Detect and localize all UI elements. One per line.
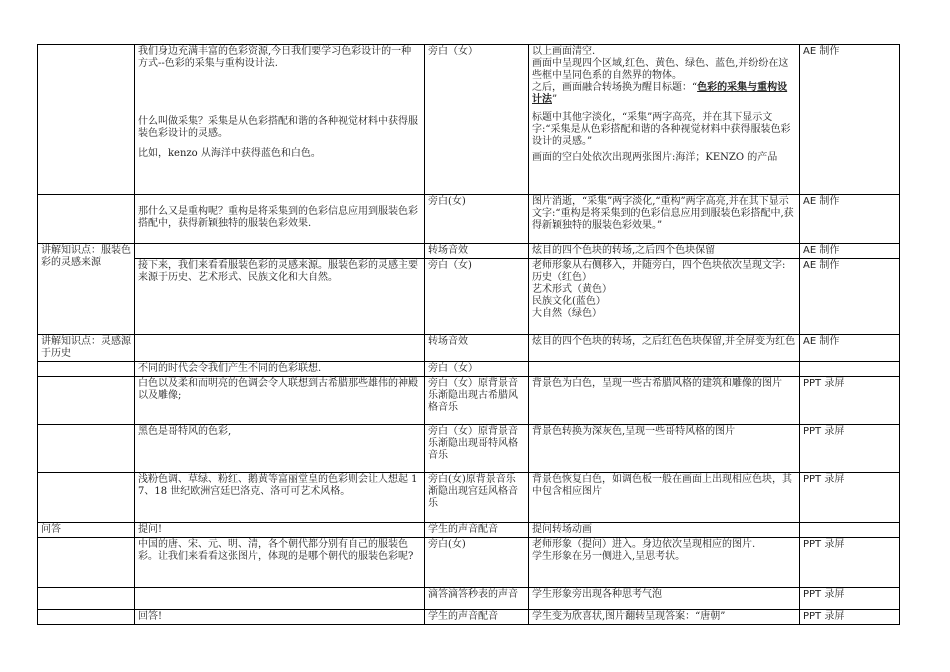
audio-cell (425, 259, 529, 335)
table-row (38, 259, 900, 335)
visual-text: 背景色转换为深灰色,呈现一些哥特风格的图片 (532, 426, 736, 437)
script-text: 不同的时代会令我们产生不同的色彩联想. (138, 363, 322, 374)
visual-cell (529, 45, 800, 195)
table-row (38, 538, 900, 588)
section-cell (38, 377, 135, 425)
audio-text: 旁白（女）原背景音乐渐隐出现古希腊风格音乐 (428, 378, 518, 413)
method-text: AE 制作 (803, 336, 840, 347)
audio-text: 学生的声音配音 (428, 524, 498, 535)
visual-text: 画面中呈现四个区域,红色、黄色、绿色、蓝色,并纷纷在这些框中呈同色系的自然界的物体。 (532, 58, 789, 81)
visual-cell (529, 473, 800, 523)
audio-text: 旁白(女)原背景音乐渐隐出现宫廷风格音乐 (428, 474, 518, 509)
script-cell (135, 377, 425, 425)
script-text: 回答! (138, 611, 163, 622)
visual-text: 艺术形式（黄色） (532, 284, 612, 295)
visual-text (532, 82, 796, 106)
audio-cell (425, 45, 529, 195)
table-row (38, 588, 900, 610)
method-text: PPT 录屏 (803, 378, 845, 389)
audio-cell (425, 523, 529, 538)
table-row (38, 473, 900, 523)
section-cell (38, 244, 135, 335)
method-text: PPT 录屏 (803, 589, 845, 600)
section-cell (38, 195, 135, 244)
visual-text: 标题中其他字淡化，“采集”两字高亮，并在其下显示文字:“采集是从色彩搭配和谐的各种视觉材料中获得服装色彩设计的灵感。” (532, 112, 791, 147)
script-cell (135, 195, 425, 244)
visual-text: 老师形象从右侧移入，并随旁白，四个色块依次呈现文字: (532, 260, 786, 271)
audio-cell (425, 588, 529, 610)
script-cell (135, 244, 425, 259)
section-cell (38, 523, 135, 538)
table-row (38, 610, 900, 625)
section-cell (38, 45, 135, 195)
audio-cell (425, 538, 529, 588)
highlighted-title: 色彩的采集与重构设计法 (532, 82, 788, 105)
script-cell (135, 588, 425, 610)
visual-text: 炫目的四个色块的转场，之后红色色块保留,并全屏变为红色 (532, 336, 796, 347)
visual-cell (529, 538, 800, 588)
visual-text: 民族文化(蓝色） (532, 296, 606, 307)
audio-text: 学生的声音配音 (428, 611, 498, 622)
audio-cell (425, 473, 529, 523)
visual-cell (529, 335, 800, 362)
method-text: PPT 录屏 (803, 539, 845, 550)
visual-text: 学生形象在另一侧进入,呈思考状。 (532, 551, 686, 562)
visual-text: 以上画面清空. (532, 46, 596, 57)
script-cell (135, 473, 425, 523)
audio-cell (425, 195, 529, 244)
section-cell (38, 362, 135, 377)
visual-text: 历史（红色） (532, 272, 592, 283)
table-row (38, 362, 900, 377)
script-text: 白色以及柔和而明亮的色调会令人联想到古希腊那些雄伟的神殿以及雕像; (138, 378, 418, 401)
visual-text: 老师形象（提问）进入。身边依次呈现相应的图片. (532, 539, 756, 550)
visual-text: 学生形象旁出现各种思考气泡 (532, 589, 662, 600)
visual-text: 学生变为欣喜状,图片翻转呈现答案：“唐朝” (532, 611, 726, 622)
table-row (38, 195, 900, 244)
visual-text-part: 之后，画面融合转场换为醒目标题：“ (532, 82, 698, 93)
audio-text: 旁白（女） (428, 363, 478, 374)
script-cell (135, 362, 425, 377)
section-cell (38, 610, 135, 625)
visual-cell (529, 610, 800, 625)
method-cell (800, 362, 900, 377)
visual-cell (529, 259, 800, 335)
section-cell (38, 473, 135, 523)
section-cell (38, 588, 135, 610)
audio-text: 旁白（女）原背景音乐渐隐出现哥特风格音乐 (428, 426, 518, 461)
script-cell (135, 610, 425, 625)
audio-text: 滴答滴答秒表的声音 (428, 589, 518, 600)
audio-text: 转场音效 (428, 245, 468, 256)
script-text: 中国的唐、宋、元、明、清，各个朝代都分别有自己的服装色彩。让我们来看看这张图片，体现的是哪个朝代的服装色彩呢? (138, 539, 414, 562)
method-cell (800, 244, 900, 259)
method-cell (800, 377, 900, 425)
method-cell (800, 259, 900, 335)
script-text: 黑色是哥特风的色彩, (138, 426, 232, 437)
visual-text-part: ” (552, 94, 558, 105)
table-row (38, 244, 900, 259)
script-cell (135, 425, 425, 473)
audio-text: 旁白(女) (428, 196, 466, 207)
visual-cell (529, 425, 800, 473)
script-text: 接下来，我们来看看服装色彩的灵感来源。服装色彩的灵感主要来源于历史、艺术形式、民族文化和大自然。 (138, 260, 418, 283)
visual-cell (529, 377, 800, 425)
script-cell (135, 259, 425, 335)
script-text: 提问! (138, 524, 163, 535)
script-cell (135, 538, 425, 588)
section-title: 讲解知识点：灵感源于历史 (41, 336, 131, 359)
visual-text: 大自然（绿色） (532, 308, 602, 319)
visual-text: 画面的空白处依次出现两张图片:海洋；KENZO 的产品 (532, 152, 778, 163)
section-title: 问答 (41, 524, 61, 535)
audio-text: 旁白(女) (428, 539, 466, 550)
script-cell (135, 45, 425, 195)
table-row (38, 425, 900, 473)
script-cell (135, 523, 425, 538)
method-cell (800, 425, 900, 473)
audio-cell (425, 610, 529, 625)
script-table (37, 44, 900, 625)
method-text: AE 制作 (803, 245, 840, 256)
visual-text: 背景色为白色，呈现一些古希腊风格的建筑和雕像的图片 (532, 378, 782, 389)
method-text: AE 制作 (803, 46, 840, 57)
visual-cell (529, 195, 800, 244)
method-text: PPT 录屏 (803, 474, 845, 485)
audio-text: 旁白（女) (428, 260, 472, 271)
method-cell (800, 610, 900, 625)
method-cell (800, 473, 900, 523)
visual-cell (529, 362, 800, 377)
section-title: 讲解知识点：服装色彩的灵感来源 (41, 245, 131, 268)
script-text: 我们身边充满丰富的色彩资源,今日我们要学习色彩设计的一种方式--色彩的采集与重构设计法. (138, 46, 412, 69)
visual-cell (529, 523, 800, 538)
audio-cell (425, 335, 529, 362)
method-text: AE 制作 (803, 196, 840, 207)
section-cell (38, 538, 135, 588)
script-text: 什么叫做采集？采集是从色彩搭配和谐的各种视觉材料中获得服装色彩设计的灵感。 (138, 116, 418, 139)
table-row (38, 523, 900, 538)
section-cell (38, 335, 135, 362)
script-cell (135, 335, 425, 362)
table-row (38, 45, 900, 195)
audio-text: 旁白（女） (428, 46, 478, 57)
method-cell (800, 335, 900, 362)
audio-cell (425, 425, 529, 473)
table-row (38, 335, 900, 362)
visual-cell (529, 244, 800, 259)
method-text: PPT 录屏 (803, 426, 845, 437)
visual-text: 背景色恢复白色，如调色板一般在画面上出现相应色块，其中包含相应图片 (532, 474, 792, 497)
audio-cell (425, 377, 529, 425)
script-text: 那什么又是重构呢？重构是将采集到的色彩信息应用到服装色彩搭配中，获得新颖独特的服装色彩效果. (138, 206, 418, 229)
method-cell (800, 45, 900, 195)
method-cell (800, 523, 900, 538)
table-row (38, 377, 900, 425)
visual-text: 提问转场动画 (532, 524, 592, 535)
visual-text: 图片消逝，“采集”两字淡化,“重构”两字高亮,并在其下显示文字:“重构是将采集到的色彩信息应用到服装色彩搭配中,获得新颖独特的服装色彩效果。” (532, 196, 794, 231)
method-cell (800, 195, 900, 244)
method-cell (800, 588, 900, 610)
section-cell (38, 425, 135, 473)
method-text: AE 制作 (803, 260, 840, 271)
script-text: 浅粉色调、草绿、粉红、鹅黄等富丽堂皇的色彩则会让人想起 17、18 世纪欧洲宫廷巴洛克、洛可可艺术风格。 (138, 474, 418, 497)
method-cell (800, 538, 900, 588)
audio-text: 转场音效 (428, 336, 468, 347)
script-text: 比如，kenzo 从海洋中获得蓝色和白色。 (138, 148, 321, 159)
audio-cell (425, 244, 529, 259)
visual-cell (529, 588, 800, 610)
audio-cell (425, 362, 529, 377)
method-text: PPT 录屏 (803, 611, 845, 622)
visual-text: 炫目的四个色块的转场,之后四个色块保留 (532, 245, 716, 256)
